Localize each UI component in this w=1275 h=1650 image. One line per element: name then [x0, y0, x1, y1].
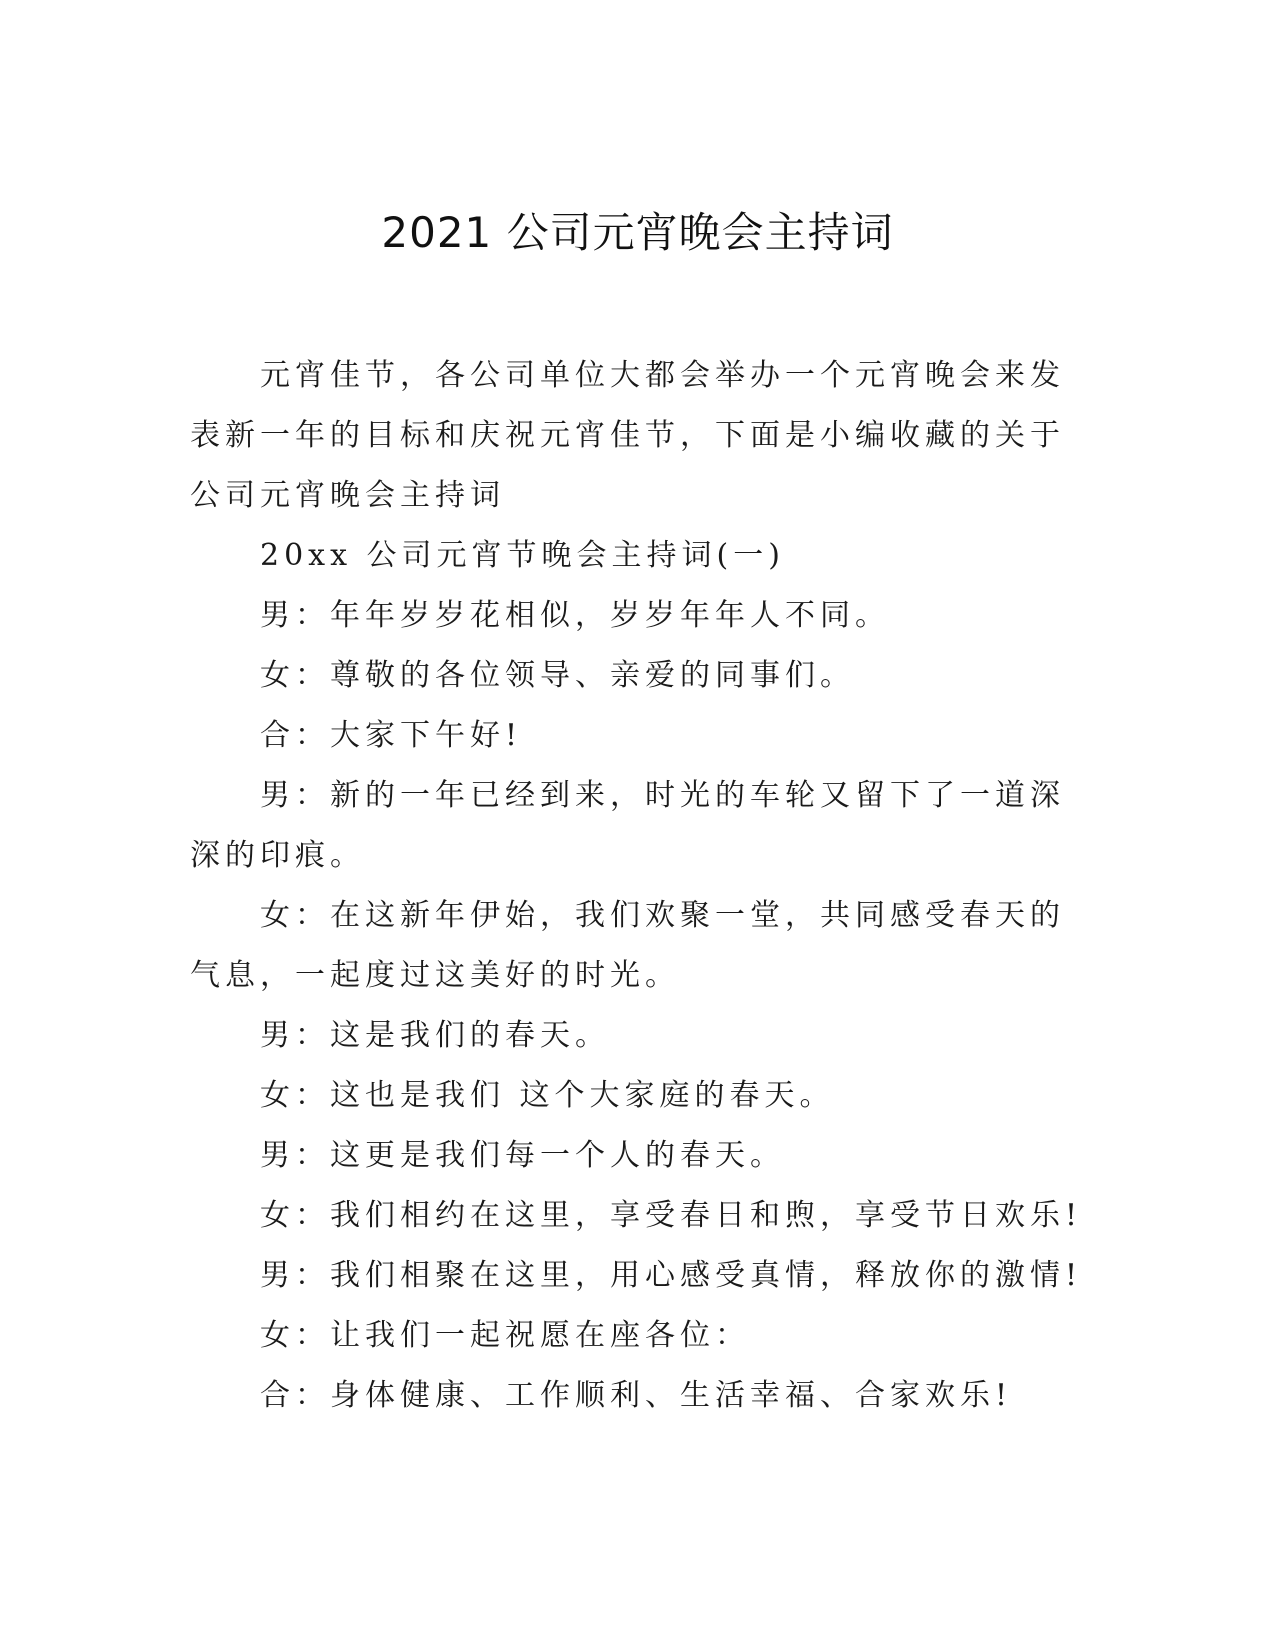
dialogue-line: 女：让我们一起祝愿在座各位： [260, 1318, 750, 1353]
dialogue-line: 男：这是我们的春天。 [260, 1018, 610, 1053]
dialogue-line: 男：这更是我们每一个人的春天。 [260, 1138, 785, 1173]
dialogue-line: 男：我们相聚在这里，用心感受真情，释放你的激情! [260, 1258, 1083, 1293]
document-body [190, 346, 1090, 1426]
dialogue-line: 女：我们相约在这里，享受春日和煦，享受节日欢乐! [260, 1198, 1083, 1233]
dialogue-line: 女：在这新年伊始，我们欢聚一堂，共同感受春天的气息，一起度过这美好的时光。 [190, 898, 1065, 993]
intro-paragraph: 元宵佳节，各公司单位大都会举办一个元宵晚会来发表新一年的目标和庆祝元宵佳节，下面是小编收藏的关于公司元宵晚会主持词 [190, 358, 1065, 513]
dialogue-line: 合：身体健康、工作顺利、生活幸福、合家欢乐! [260, 1378, 1013, 1413]
dialogue-line: 男：新的一年已经到来，时光的车轮又留下了一道深深的印痕。 [190, 778, 1065, 873]
document-title: 2021 公司元宵晚会主持词 [381, 208, 894, 257]
dialogue-line: 合：大家下午好! [260, 718, 523, 753]
section-heading: 20xx 公司元宵节晚会主持词(一) [260, 538, 785, 573]
dialogue-line: 女：这也是我们 这个大家庭的春天。 [260, 1078, 835, 1113]
dialogue-line: 女：尊敬的各位领导、亲爱的同事们。 [260, 658, 855, 693]
dialogue-line: 男：年年岁岁花相似，岁岁年年人不同。 [260, 598, 890, 633]
